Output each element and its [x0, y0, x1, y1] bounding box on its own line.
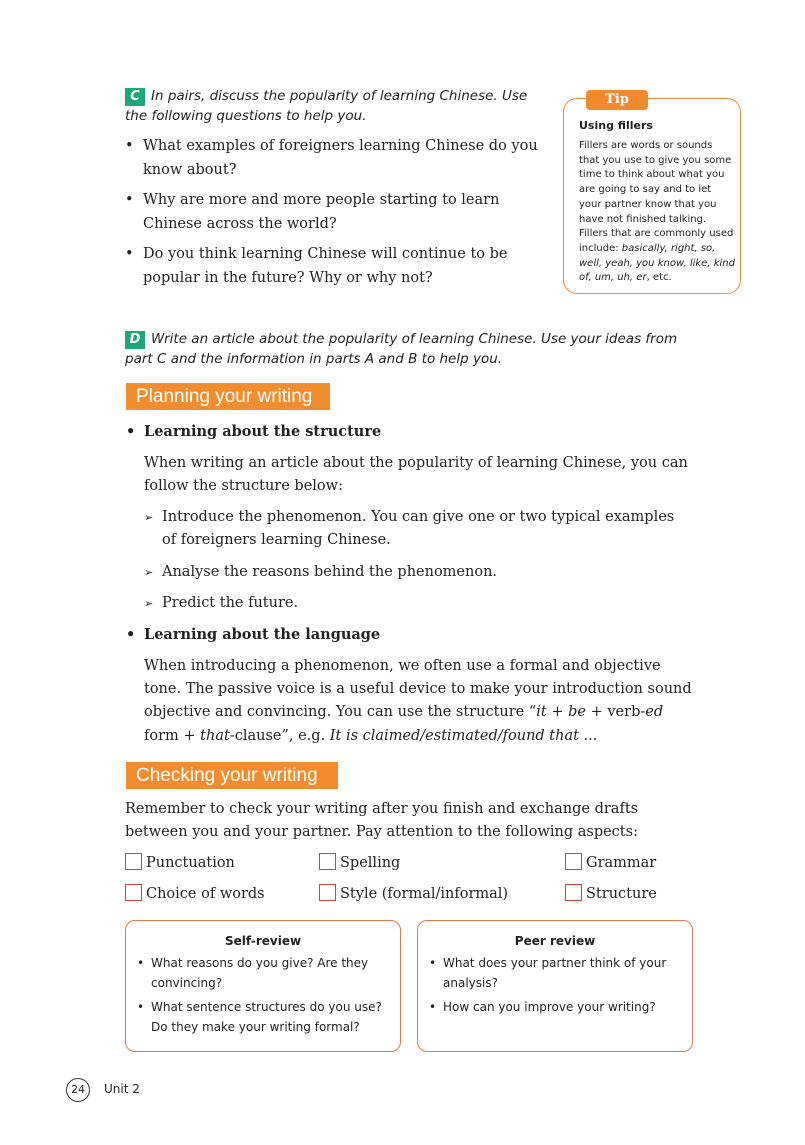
checklist-label: Style (formal/informal): [340, 886, 509, 902]
checklist-label: Punctuation: [146, 855, 235, 871]
checkbox[interactable]: [565, 853, 582, 870]
structure-verb: + verb-: [586, 704, 646, 721]
checking-intro: Remember to check your writing after you finish and exchange drafts between you and your partner. Pay attention to the following aspects:: [125, 801, 639, 841]
part-c-questions: [125, 135, 545, 290]
checklist-grammar[interactable]: [565, 853, 656, 871]
structure-step: ➢ Predict the future.: [144, 592, 706, 615]
checkbox[interactable]: [125, 884, 142, 901]
part-c-label: C: [125, 88, 145, 106]
self-review-item: • What sentence structures do you use? Do they make your writing formal?: [137, 998, 396, 1037]
structure-form: form +: [144, 727, 201, 744]
checkbox[interactable]: [125, 853, 142, 870]
part-d-label: D: [125, 331, 145, 349]
checking-banner: Checking your writing: [126, 762, 338, 789]
checkbox[interactable]: [565, 884, 582, 901]
question-item: • Do you think learning Chinese will continue to be popular in the future? Why or why not?: [125, 243, 545, 290]
structure-step: ➢ Introduce the phenomenon. You can give one or two typical examples of foreigners learning Chinese.: [144, 506, 682, 553]
checklist-label: Grammar: [586, 855, 657, 871]
checklist-label: Choice of words: [146, 886, 265, 902]
checkbox[interactable]: [319, 853, 336, 870]
planning-section: [126, 420, 706, 748]
tip-tag: Tip: [586, 90, 648, 110]
page-number: 24: [66, 1078, 90, 1102]
structure-heading: • Learning about the structure: [126, 420, 706, 444]
part-d-instruction-text: Write an article about the popularity of learning Chinese. Use your ideas from part C and the information in parts A and B to help you.: [125, 331, 678, 367]
self-review-item: • What reasons do you give? Are they convincing?: [137, 954, 386, 993]
self-review-title: Self-review: [224, 934, 302, 948]
structure-that: that: [200, 727, 230, 744]
tip-examples-tail: , etc.: [646, 272, 672, 284]
checkbox[interactable]: [319, 884, 336, 901]
checklist-label: Spelling: [340, 855, 401, 871]
structure-steps: [126, 506, 706, 615]
checklist-choice-of-words[interactable]: [125, 884, 265, 902]
structure-plus: +: [546, 704, 569, 721]
peer-review-item: • How can you improve your writing?: [429, 998, 682, 1018]
structure-ed: ed: [645, 704, 664, 721]
peer-review-title: Peer review: [514, 934, 596, 948]
checklist-spelling[interactable]: [319, 853, 400, 871]
structure-step: ➢ Analyse the reasons behind the phenomenon.: [144, 561, 706, 584]
tip-body: [579, 139, 735, 286]
checklist-structure[interactable]: [565, 884, 657, 902]
self-review-box: [125, 920, 401, 1052]
planning-banner: Planning your writing: [126, 383, 330, 410]
part-d-instruction: [125, 329, 705, 369]
tip-box: [563, 98, 741, 294]
checklist-label: Structure: [586, 886, 657, 902]
question-item: • Why are more and more people starting to learn Chinese across the world?: [125, 189, 545, 236]
tip-body-text: Fillers are words or sounds that you use to give you some time to think about what you are going to say and to let your partner know that you have not finished talking. Fillers that are commonly used include:: [579, 140, 734, 254]
structure-intro: When writing an article about the popularity of learning Chinese, you can follow the structure below:: [144, 454, 688, 494]
peer-review-item: • What does your partner think of your analysis?: [429, 954, 683, 993]
structure-example: It is claimed/estimated/found that ...: [329, 727, 598, 744]
checklist-style[interactable]: [319, 884, 508, 902]
part-c-instruction-text: In pairs, discuss the popularity of learning Chinese. Use the following questions to help you.: [125, 88, 528, 124]
part-c-instruction: [125, 86, 545, 126]
unit-label: Unit 2: [104, 1082, 140, 1096]
structure-clause: -clause”, e.g.: [229, 727, 330, 744]
structure-be: be: [568, 704, 586, 721]
language-text-main: When introducing a phenomenon, we often use a formal and objective tone. The passive voice is a useful device to make your introduction sound objective and convincing. You can use the structure “: [144, 657, 692, 721]
question-item: • What examples of foreigners learning Chinese do you know about?: [125, 135, 545, 182]
language-text: [126, 655, 700, 748]
tip-examples: basically, right, so, well, yeah, you know, like, kind of, um, uh, er: [579, 242, 735, 284]
tip-heading: Using fillers: [579, 119, 653, 132]
language-heading: • Learning about the language: [126, 623, 706, 647]
peer-review-box: [417, 920, 693, 1052]
structure-it: it: [536, 704, 547, 721]
checklist-punctuation[interactable]: [125, 853, 235, 871]
